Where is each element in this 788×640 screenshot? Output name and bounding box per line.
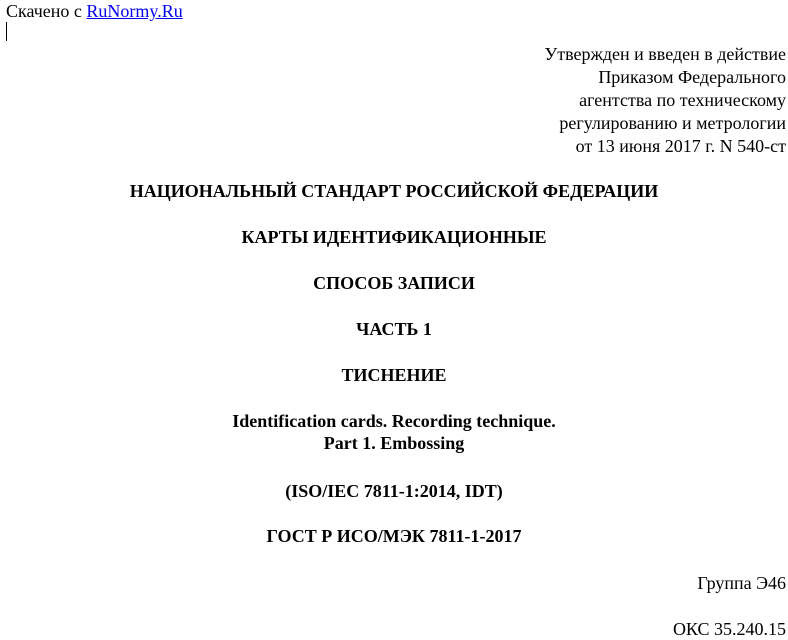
- source-prefix: Скачено с: [6, 1, 87, 21]
- english-title-line: Part 1. Embossing: [323, 433, 465, 453]
- oks-code: ОКС 35.240.15: [672, 619, 786, 639]
- embossing-title: ТИСНЕНИЕ: [341, 365, 447, 385]
- source-link[interactable]: RuNormy.Ru: [86, 1, 183, 21]
- national-standard-title: НАЦИОНАЛЬНЫЙ СТАНДАРТ РОССИЙСКОЙ ФЕДЕРАЦИИ: [129, 181, 659, 201]
- method-title: СПОСОБ ЗАПИСИ: [313, 273, 475, 293]
- approval-line: агентства по техническому: [579, 90, 786, 110]
- cards-title: КАРТЫ ИДЕНТИФИКАЦИОННЫЕ: [241, 227, 547, 247]
- source-line: [6, 0, 183, 22]
- approval-line: регулированию и метрологии: [559, 113, 786, 133]
- approval-line: Утвержден и введен в действие: [544, 44, 786, 64]
- approval-line: Приказом Федерального: [598, 67, 786, 87]
- gost-designation: ГОСТ Р ИСО/МЭК 7811-1-2017: [266, 526, 522, 546]
- group-code: Группа Э46: [697, 573, 786, 593]
- part-title: ЧАСТЬ 1: [356, 319, 432, 339]
- english-title-line: Identification cards. Recording technique.: [232, 411, 556, 431]
- approval-line: от 13 июня 2017 г. N 540-ст: [575, 136, 786, 156]
- english-title: [0, 410, 788, 454]
- iso-reference: (ISO/IEC 7811-1:2014, IDT): [285, 481, 503, 501]
- approval-block: [544, 43, 786, 158]
- text-cursor: [6, 22, 7, 41]
